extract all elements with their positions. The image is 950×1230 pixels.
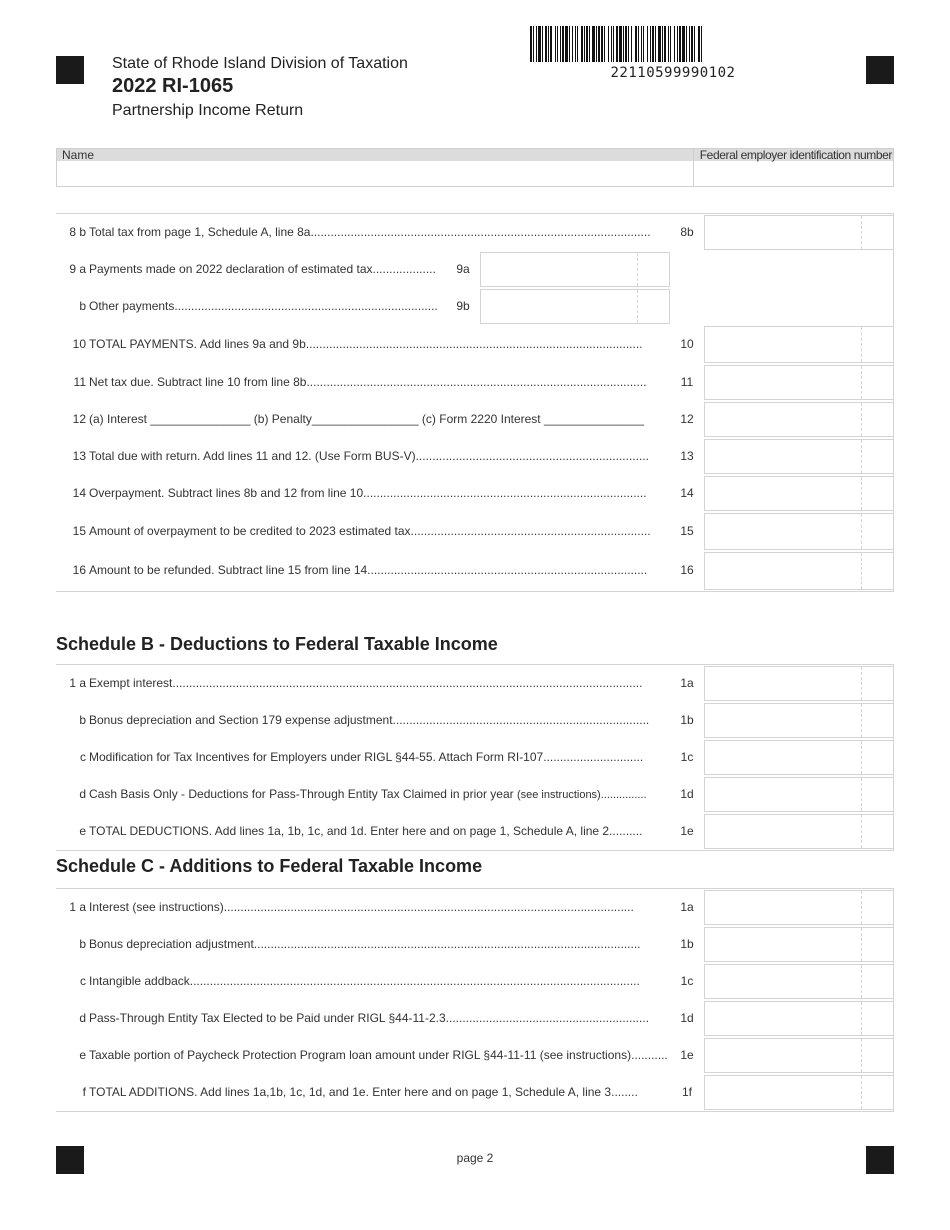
line-description: Payments made on 2022 declaration of estimated tax................... xyxy=(89,262,436,276)
amount-field-12[interactable] xyxy=(704,402,894,437)
name-label: Name xyxy=(62,148,95,162)
line-code: 12 xyxy=(680,412,694,426)
amount-field-13[interactable] xyxy=(704,439,894,474)
form-line-1b xyxy=(56,702,894,739)
line-description: Modification for Tax Incentives for Employers under RIGL §44-55. Attach Form RI-107.............................. xyxy=(89,750,644,764)
line-description: (a) Interest _______________ (b) Penalty________________ (c) Form 2220 Interest _______________ xyxy=(89,412,645,426)
schedule-b-title: Schedule B - Deductions to Federal Taxable Income xyxy=(56,634,498,654)
line-number: 16 xyxy=(72,563,86,577)
form-line-14 xyxy=(56,475,894,512)
amount-field-1a[interactable] xyxy=(704,890,894,925)
fein-label: Federal employer identification number xyxy=(699,148,892,162)
line-number: 8 b xyxy=(69,225,86,239)
form-line-1a xyxy=(56,665,894,702)
line-description: Overpayment. Subtract lines 8b and 12 from line 10..................................................................................... xyxy=(89,486,647,500)
form-line-1a xyxy=(56,889,894,926)
line-code: 14 xyxy=(680,486,694,500)
schedule-a-continued xyxy=(56,213,894,592)
barcode xyxy=(530,26,816,62)
form-line-1c xyxy=(56,963,894,1000)
line-number: 9 a xyxy=(69,262,86,276)
line-number: 14 xyxy=(72,486,86,500)
form-line-16 xyxy=(56,551,894,591)
line-number: 1 a xyxy=(69,900,86,914)
amount-field-11[interactable] xyxy=(704,365,894,400)
line-code: 1a xyxy=(680,676,694,690)
line-description: Cash Basis Only - Deductions for Pass-Through Entity Tax Claimed in prior year (see instructions)............... xyxy=(89,787,647,801)
line-number: c xyxy=(80,974,86,988)
form-line-9b xyxy=(56,288,894,325)
amount-field-9a[interactable] xyxy=(480,252,670,287)
line-description: Total due with return. Add lines 11 and 12. (Use Form BUS-V)...................................................................... xyxy=(89,449,649,463)
barcode-number: 22110599990102 xyxy=(610,65,736,81)
line-description: Pass-Through Entity Tax Elected to be Paid under RIGL §44-11-2.3............................................................. xyxy=(89,1011,650,1025)
page-number: page 2 xyxy=(456,1151,494,1165)
line-description: TOTAL DEDUCTIONS. Add lines 1a, 1b, 1c, and 1d. Enter here and on page 1, Schedule A, line 2.......... xyxy=(89,824,643,838)
form-line-15 xyxy=(56,512,894,551)
form-line-10 xyxy=(56,325,894,364)
form-line-1c xyxy=(56,739,894,776)
line-number: 13 xyxy=(72,449,86,463)
fein-field[interactable] xyxy=(694,161,894,187)
form-title: 2022 RI-1065 xyxy=(112,75,234,97)
form-line-13 xyxy=(56,438,894,475)
line-number: 10 xyxy=(72,337,86,351)
line-code: 1c xyxy=(680,750,694,764)
line-number: c xyxy=(80,750,86,764)
line-description: Intangible addback....................................................................................................................................... xyxy=(89,974,640,988)
name-fein-box xyxy=(56,148,894,187)
amount-field-15[interactable] xyxy=(704,513,894,550)
line-description: Bonus depreciation and Section 179 expense adjustment............................................................................. xyxy=(89,713,650,727)
line-number: b xyxy=(79,713,86,727)
line-number: 1 a xyxy=(69,676,86,690)
line-code: 1e xyxy=(680,824,694,838)
line-code: 1f xyxy=(681,1085,692,1099)
line-number: b xyxy=(79,299,86,313)
line-code: 1b xyxy=(680,937,694,951)
line-number: 15 xyxy=(72,524,86,538)
line-number: d xyxy=(79,787,86,801)
amount-field-14[interactable] xyxy=(704,476,894,511)
registration-mark-top-right xyxy=(866,56,894,84)
form-line-11 xyxy=(56,364,894,401)
form-line-8b xyxy=(56,214,894,251)
line-code: 8b xyxy=(680,225,694,239)
form-line-1e xyxy=(56,1037,894,1074)
line-code: 9b xyxy=(456,299,470,313)
line-code: 1d xyxy=(680,787,694,801)
amount-field-1e[interactable] xyxy=(704,1038,894,1073)
line-description: Bonus depreciation adjustment.................................................................................................................... xyxy=(89,937,641,951)
line-code: 13 xyxy=(680,449,694,463)
schedule-c-table xyxy=(56,888,894,1112)
amount-field-1c[interactable] xyxy=(704,964,894,999)
line-description: Amount of overpayment to be credited to 2023 estimated tax........................................................................ xyxy=(89,524,651,538)
line-code: 1a xyxy=(680,900,694,914)
line-description: Interest (see instructions)........................................................................................................................... xyxy=(89,900,634,914)
line-description: Exempt interest............................................................................................................................................. xyxy=(89,676,643,690)
line-number: 11 xyxy=(73,375,86,389)
line-description: Total tax from page 1, Schedule A, line 8a...................................................................................................... xyxy=(89,225,651,239)
amount-field-8b[interactable] xyxy=(704,215,894,250)
amount-field-1b[interactable] xyxy=(704,703,894,738)
line-description: TOTAL ADDITIONS. Add lines 1a,1b, 1c, 1d, and 1e. Enter here and on page 1, Schedule A, line 3........ xyxy=(89,1085,638,1099)
schedule-c-title: Schedule C - Additions to Federal Taxable Income xyxy=(56,856,483,876)
form-line-9a xyxy=(56,251,894,288)
line-code: 16 xyxy=(680,563,694,577)
line-code: 1c xyxy=(680,974,694,988)
line-description: Other payments............................................................................... xyxy=(89,299,438,313)
agency-name: State of Rhode Island Division of Taxation xyxy=(112,55,408,72)
amount-field-1b[interactable] xyxy=(704,927,894,962)
line-number: f xyxy=(82,1085,86,1099)
line-description: Taxable portion of Paycheck Protection Program loan amount under RIGL §44-11-11 (see instructions)........... xyxy=(89,1048,668,1062)
line-code: 1e xyxy=(680,1048,694,1062)
form-line-1d xyxy=(56,776,894,813)
line-description: Net tax due. Subtract line 10 from line 8b...................................................................................................... xyxy=(89,375,647,389)
line-number: e xyxy=(79,1048,86,1062)
form-line-1d xyxy=(56,1000,894,1037)
form-line-1e xyxy=(56,813,894,850)
amount-field-1c[interactable] xyxy=(704,740,894,775)
line-code: 11 xyxy=(680,375,694,389)
line-code: 10 xyxy=(680,337,694,351)
line-number: e xyxy=(79,824,86,838)
amount-field-16[interactable] xyxy=(704,552,894,590)
amount-field-1f[interactable] xyxy=(704,1075,894,1110)
line-number: 12 xyxy=(72,412,86,426)
amount-field-10[interactable] xyxy=(704,326,894,363)
line-number: b xyxy=(79,937,86,951)
form-line-1f xyxy=(56,1074,894,1111)
name-field[interactable] xyxy=(57,161,693,187)
amount-field-1e[interactable] xyxy=(704,814,894,849)
schedule-b-table xyxy=(56,664,894,851)
line-description: Amount to be refunded. Subtract line 15 from line 14.................................................................................... xyxy=(89,563,648,577)
amount-field-1a[interactable] xyxy=(704,666,894,701)
form-line-1b xyxy=(56,926,894,963)
line-code: 1b xyxy=(680,713,694,727)
amount-field-9b[interactable] xyxy=(480,289,670,324)
registration-mark-top-left xyxy=(56,56,84,84)
line-code: 9a xyxy=(456,262,470,276)
form-subtitle: Partnership Income Return xyxy=(112,102,304,119)
amount-field-1d[interactable] xyxy=(704,1001,894,1036)
line-code: 1d xyxy=(680,1011,694,1025)
line-description: TOTAL PAYMENTS. Add lines 9a and 9b..................................................................................................... xyxy=(89,337,643,351)
form-line-12 xyxy=(56,401,894,438)
line-number: d xyxy=(79,1011,86,1025)
line-code: 15 xyxy=(680,524,694,538)
amount-field-1d[interactable] xyxy=(704,777,894,812)
